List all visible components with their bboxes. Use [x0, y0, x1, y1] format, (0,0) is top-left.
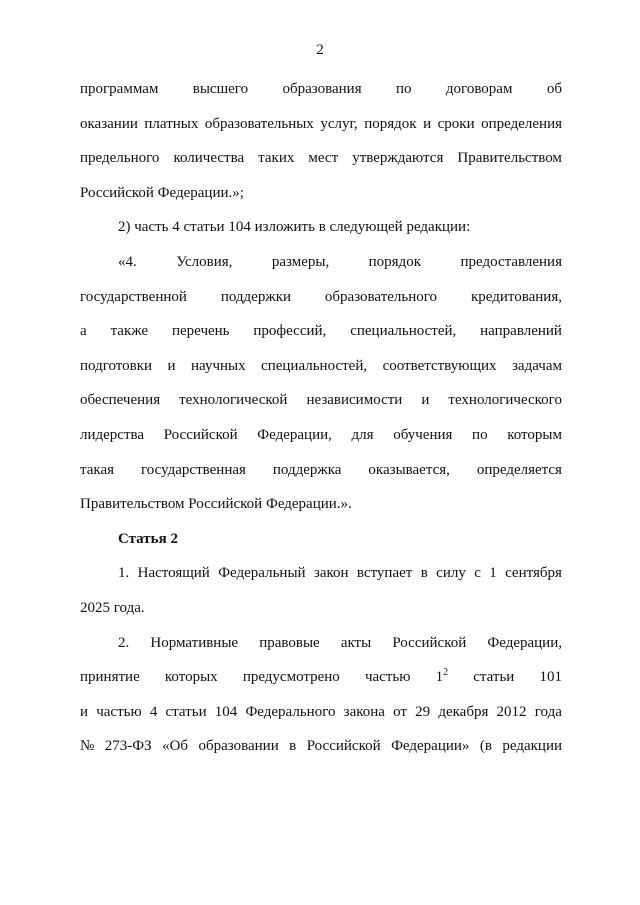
amendment-item: 2) часть 4 статьи 104 изложить в следующей редакции:	[118, 219, 471, 236]
text-line: 2025 года.	[80, 599, 145, 616]
text-line: лидерства Российской Федерации, для обучения по которым	[80, 426, 562, 443]
page-number: 2	[316, 42, 324, 58]
text-line: Российской Федерации.»;	[80, 184, 244, 201]
text-line: 2. Нормативные правовые акты Российской Федерации,	[118, 634, 562, 651]
text-line: оказании платных образовательных услуг, порядок и сроки определения	[80, 115, 562, 132]
text-line: а также перечень профессий, специальностей, направлений	[80, 323, 562, 340]
text-line: № 273-ФЗ «Об образовании в Российской Федерации» (в редакции	[80, 738, 562, 755]
text-line: обеспечения технологической независимости и технологического	[80, 392, 562, 409]
text-line: Правительством Российской Федерации.».	[80, 496, 352, 513]
text-line: 1. Настоящий Федеральный закон вступает в силу с 1 сентября	[118, 565, 562, 582]
superscript-reference: $1^2$	[435, 667, 449, 686]
text-line: такая государственная поддержка оказывается, определяется	[80, 461, 562, 478]
text-line: подготовки и научных специальностей, соответствующих задачам	[80, 357, 562, 374]
document-body	[80, 79, 562, 771]
article-heading: Статья 2	[118, 530, 178, 547]
text-line: предельного количества таких мест утверждаются Правительством	[80, 150, 562, 167]
text-line: и частью 4 статьи 104 Федерального закона от 29 декабря 2012 года	[80, 703, 562, 720]
text-line: программам высшего образования по договорам об	[80, 81, 562, 97]
text-line: «4. Условия, размеры, порядок предоставления	[118, 253, 562, 270]
text-line: государственной поддержки образовательного кредитования,	[80, 288, 562, 305]
text-line: принятие которых предусмотрено частью $1^2$ статьи 101	[80, 667, 562, 702]
